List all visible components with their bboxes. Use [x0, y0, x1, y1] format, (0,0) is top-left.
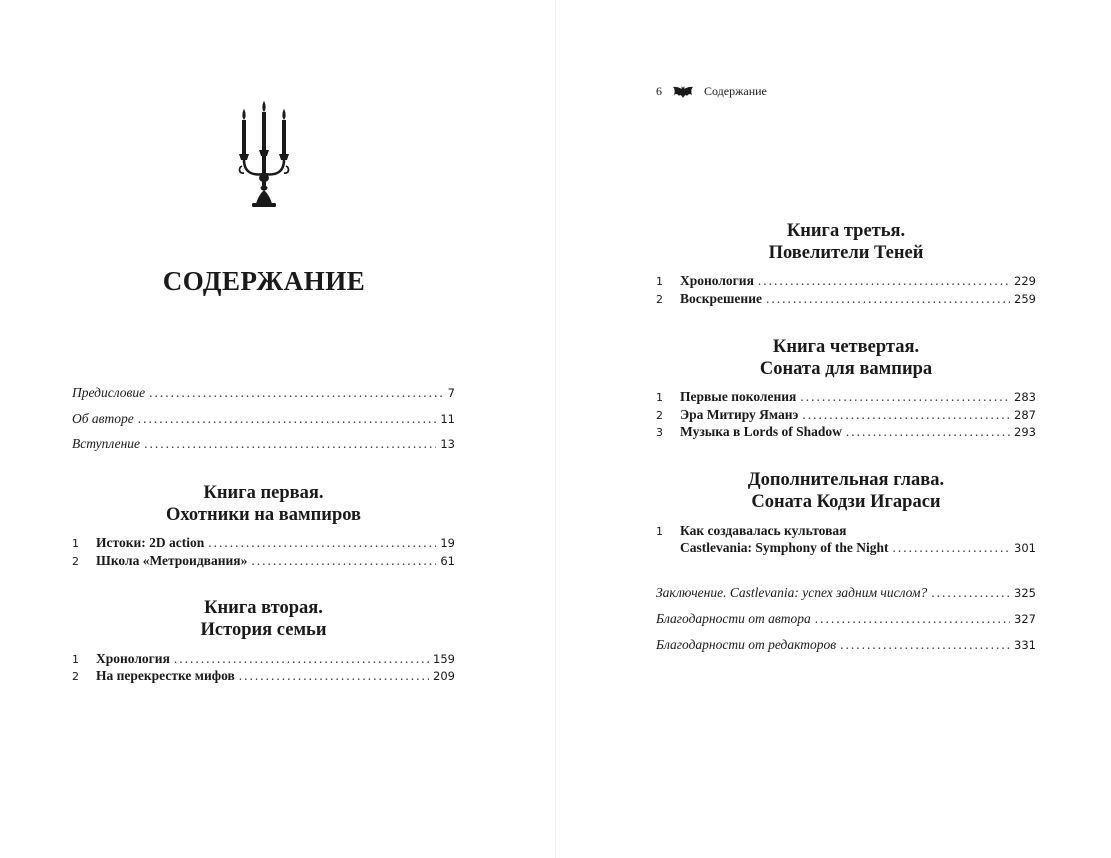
book-heading-line2: Соната Кодзи Игараси [751, 492, 941, 512]
toc-entry-book4-ch2[interactable] [656, 407, 1036, 423]
chapter-number: 2 [656, 409, 663, 422]
leader-dots [138, 411, 437, 427]
leader-dots [802, 407, 1010, 423]
book-heading-line2: Охотники на вампиров [165, 505, 362, 525]
leader-dots [766, 291, 1010, 307]
chapter-number: 1 [72, 537, 79, 550]
chapter-number: 1 [72, 653, 79, 666]
toc-page-number: 287 [1014, 408, 1036, 422]
toc-entry-title-line2: Castlevania: Symphony of the Night [680, 540, 889, 555]
toc-entry-book2-ch1[interactable] [72, 651, 455, 667]
header-page-number: 6 [656, 84, 662, 98]
toc-entry-extra-ch1-line2[interactable] [656, 540, 1036, 556]
book-heading-line1: Книга четвертая. [772, 337, 920, 357]
bat-icon [672, 85, 694, 99]
left-page [0, 0, 555, 858]
toc-entry-book4-ch3[interactable] [656, 424, 1036, 440]
header-running-title: Содержание [704, 84, 767, 98]
toc-page-number: 293 [1014, 425, 1036, 439]
leader-dots [893, 540, 1011, 556]
toc-entry-author-thanks[interactable] [656, 611, 1036, 627]
running-header [656, 84, 767, 99]
chapter-number: 1 [656, 525, 663, 538]
leader-dots [174, 651, 429, 667]
book-heading-line1: Книга первая. [203, 483, 324, 503]
toc-entry-title: Хронология [680, 273, 754, 288]
toc-entry-title: На перекрестке мифов [96, 668, 235, 683]
candelabra-icon [236, 100, 292, 208]
chapter-number: 2 [656, 293, 663, 306]
toc-entry-title: Об авторе [72, 411, 134, 426]
toc-entry-book1-ch1[interactable] [72, 535, 455, 551]
toc-entry-title: Вступление [72, 436, 141, 451]
toc-entry-book3-ch2[interactable] [656, 291, 1036, 307]
leader-dots [208, 535, 436, 551]
toc-page-number: 209 [433, 669, 455, 683]
leader-dots [149, 385, 444, 401]
chapter-number: 3 [656, 426, 663, 439]
chapter-number: 1 [656, 391, 663, 404]
toc-entry-title-line1: Как создавалась культовая [680, 523, 847, 538]
toc-page-number: 331 [1014, 638, 1036, 652]
toc-page-number: 283 [1014, 390, 1036, 404]
book-heading-line2: Повелители Теней [768, 243, 924, 263]
leader-dots [144, 436, 436, 452]
leader-dots [239, 668, 429, 684]
toc-page-number: 229 [1014, 274, 1036, 288]
toc-entry-title: Хронология [96, 651, 170, 666]
toc-page-number: 301 [1014, 541, 1036, 555]
book3-heading [656, 220, 1036, 264]
leader-dots [815, 611, 1010, 627]
chapter-number: 2 [72, 555, 79, 568]
book-heading-line2: История семьи [200, 620, 327, 640]
book-heading-line1: Дополнительная глава. [747, 470, 945, 490]
toc-entry-editors-thanks[interactable] [656, 637, 1036, 653]
toc-entry-conclusion[interactable] [656, 585, 1036, 601]
toc-entry-title: Школа «Метроидвания» [96, 553, 248, 568]
leader-dots [931, 585, 1010, 601]
toc-entry-preface[interactable] [72, 385, 455, 401]
toc-entry-book3-ch1[interactable] [656, 273, 1036, 289]
toc-page-number: 259 [1014, 292, 1036, 306]
toc-entry-title: Заключение. Castlevania: успех задним числом? [656, 585, 928, 600]
toc-page-number: 7 [447, 386, 455, 400]
toc-entry-title: Предисловие [72, 385, 146, 400]
book-heading-line1: Книга вторая. [204, 598, 323, 618]
leader-dots [800, 389, 1010, 405]
toc-page-number: 325 [1014, 586, 1036, 600]
leader-dots [758, 273, 1010, 289]
book-heading-line2: Соната для вампира [759, 359, 933, 379]
toc-page-number: 13 [440, 437, 455, 451]
right-page [556, 0, 1111, 858]
toc-entry-title: Воскрешение [680, 291, 762, 306]
toc-entry-introduction[interactable] [72, 436, 455, 452]
book-heading-line1: Книга третья. [786, 221, 906, 241]
toc-page-number: 19 [440, 536, 455, 550]
toc-entry-book4-ch1[interactable] [656, 389, 1036, 405]
book4-heading [656, 336, 1036, 380]
toc-entry-title: Первые поколения [680, 389, 797, 404]
toc-page-number: 61 [440, 554, 455, 568]
toc-entry-title: Эра Митиру Яманэ [680, 407, 799, 422]
contents-title: СОДЕРЖАНИЕ [162, 266, 366, 296]
book1-heading [72, 482, 455, 526]
chapter-number: 2 [72, 670, 79, 683]
toc-page-number: 327 [1014, 612, 1036, 626]
toc-entry-extra-ch1-line1[interactable] [656, 523, 1036, 539]
leader-dots [846, 424, 1010, 440]
toc-page-number: 159 [433, 652, 455, 666]
toc-page-number: 11 [440, 412, 455, 426]
chapter-number: 1 [656, 275, 663, 288]
toc-entry-title: Благодарности от автора [656, 611, 811, 626]
extra-chapter-heading [656, 469, 1036, 513]
toc-entry-title: Истоки: 2D action [96, 535, 205, 550]
book2-heading [72, 597, 455, 641]
leader-dots [251, 553, 436, 569]
toc-entry-book1-ch2[interactable] [72, 553, 455, 569]
leader-dots [840, 637, 1010, 653]
toc-entry-about-author[interactable] [72, 411, 455, 427]
toc-entry-title: Благодарности от редакторов [656, 637, 837, 652]
toc-entry-title: Музыка в Lords of Shadow [680, 424, 842, 439]
toc-entry-book2-ch2[interactable] [72, 668, 455, 684]
